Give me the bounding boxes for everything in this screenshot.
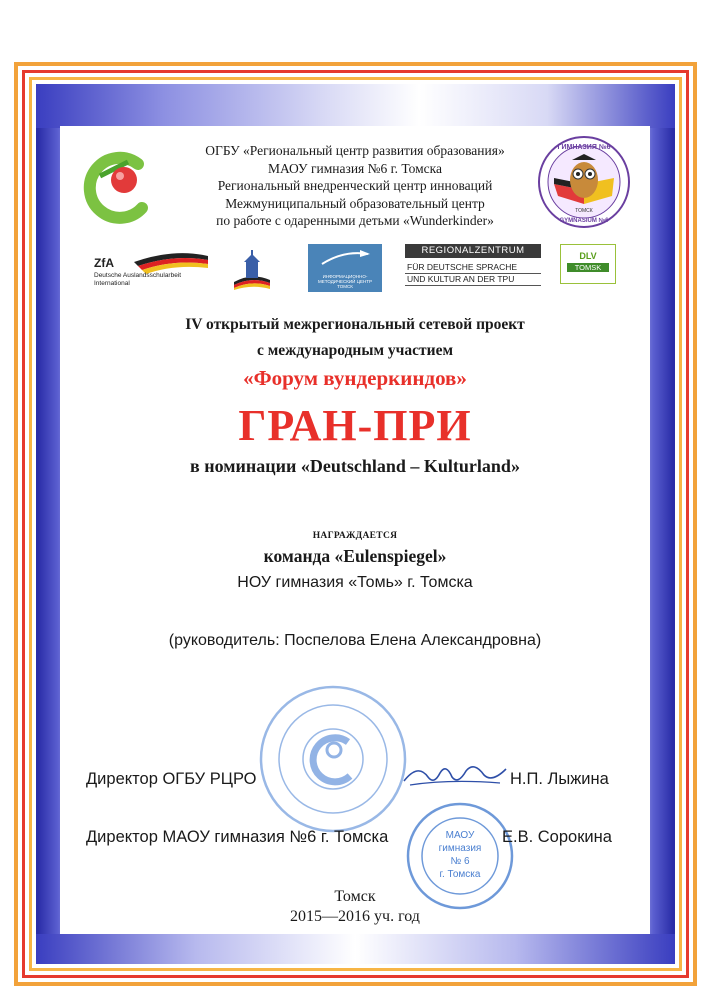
zfa-subtitle [94,272,181,288]
org-line: Межмуниципальный образовательный центр [225,195,485,211]
stamp2-line1: МАОУ [445,830,475,841]
rcro-round-stamp [256,682,410,836]
zfa-sub2: International [94,280,130,287]
gymnasium-6-logo [536,134,632,230]
signatory-1-title: Директор ОГБУ РЦРО [86,770,257,788]
metodical-center-logo [308,244,382,292]
signatory-1-name: Н.П. Лыжина [510,770,609,788]
signatory-2-name: Е.В. Сорокина [502,828,612,846]
org-line: МАОУ гимназия №6 г. Томска [267,160,443,176]
plane-icon [308,244,382,274]
bottom-gradient-band [36,934,675,964]
zfa-logo [94,246,210,290]
church-flag-logo [232,250,272,290]
project-title-line1: IV открытый межрегиональный сетевой проект [185,316,525,333]
regional-line1: FÜR DEUTSCHE SPRACHE [405,262,541,274]
project-title-line2: с международным участием [256,342,454,359]
award-title: ГРАН-ПРИ [238,401,472,450]
leader-name: (руководитель: Поспелова Елена Александровна) [168,632,542,649]
zfa-title: ZfA [94,256,114,270]
regional-head: REGIONALZENTRUM [405,244,541,258]
gym-logo-city-text: ТОМСК [575,208,593,214]
gym-logo-bottom-text: GYMNASIUM №6 [559,218,609,224]
org-line: Региональный внедренческий центр инноваций [217,178,493,193]
stamp2-line3: № 6 [450,856,470,867]
team-name: команда «Eulenspiegel» [263,546,447,566]
zfa-sub1: Deutsche Auslandsschularbeit [94,272,182,279]
regionalzentrum-logo [405,244,541,292]
organizers-block [170,142,540,230]
org-line: ОГБУ «Региональный центр развития образования» [205,143,505,158]
top-gradient-band [36,84,675,128]
rcro-logo [80,146,162,228]
signatory-2-title: Директор МАОУ гимназия №6 г. Томска [86,828,389,846]
forum-name: «Форум вундеркиндов» [243,366,467,390]
awarded-label: НАГРАЖДАЕТСЯ [312,531,398,541]
nomination: в номинации «Deutschland – Kulturland» [190,456,520,476]
city: Томск [334,888,376,905]
dlv-bottom: TOMSK [567,263,609,272]
dlv-top: DLV [579,251,597,261]
regional-line2: UND KULTUR AN DER TPU [405,274,541,286]
school-name: НОУ гимназия «Томь» г. Томска [237,574,473,591]
stamp2-line2: гимназия [438,843,482,854]
stamp2-line4: г. Томска [439,869,481,880]
metod-text: ИНФОРМАЦИОННО-МЕТОДИЧЕСКИЙ ЦЕНТР ТОМСК [318,274,372,289]
org-line: по работе с одаренными детьми «Wunderkinder» [216,213,494,228]
signature-lyzhina [400,755,510,795]
dlv-tomsk-logo [560,244,616,284]
academic-year: 2015—2016 уч. год [290,908,420,925]
gym-logo-top-text: ГИМНАЗИЯ №6 [557,144,611,151]
